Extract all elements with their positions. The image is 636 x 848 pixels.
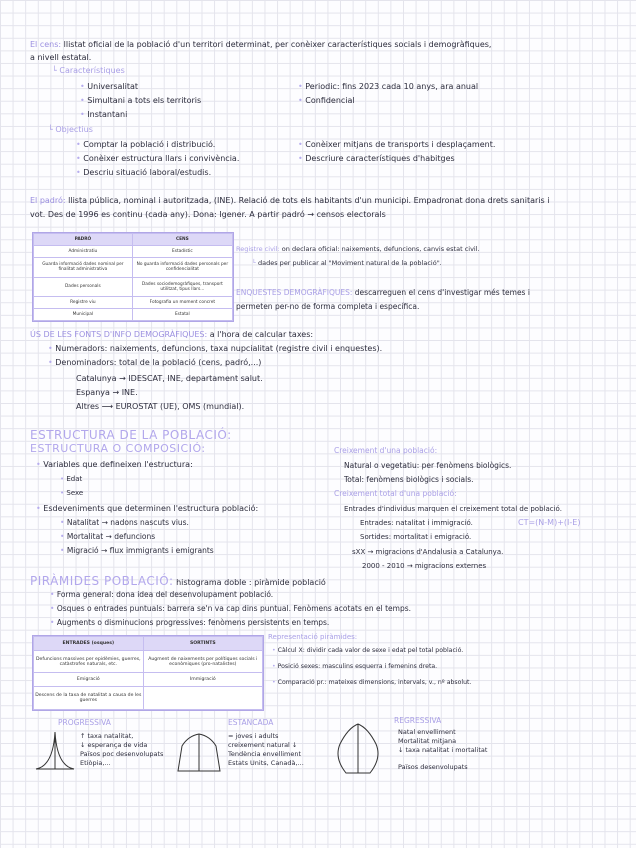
caract-item: • Universalitat (80, 82, 139, 91)
caract-item: • Periodic: fins 2023 cada 10 anys, ara anual (298, 82, 479, 91)
piramide-forma: • Forma general: dona idea del desenvolupament població. (50, 590, 274, 599)
enquestes-line2: permeten per-no de forma completa i específica. (236, 302, 420, 311)
table-row: Defuncions massives per epidèmies, guerres, catàstrofes naturals, etc. Augment de naixements per polítiques socials i econòmiques (pro-natalistes) (34, 650, 263, 673)
fonts-heading: ÚS DE LES FONTS D'INFO DEMOGRÀFIQUES: a l'hora de calcular taxes: (30, 330, 314, 339)
objective-item: • Descriu situació laboral/estudis. (76, 168, 212, 177)
objective-item: • Descriure característiques d'habitges (298, 154, 455, 163)
source-altres: Altres ⟶ EUROSTAT (UE), OMS (mundial). (76, 402, 245, 411)
enquestes-line1: ENQUESTES DEMOGRÀFIQUES: descarreguen el cens d'investigar més temes i (236, 288, 530, 297)
objectives-heading: └ Objectius (48, 125, 93, 134)
representacio-heading: Representació piràmides: (268, 633, 358, 641)
objective-item: • Comptar la població i distribució. (76, 140, 216, 149)
table-row: Registre viu Fotografia un moment concret (34, 297, 233, 309)
source-catalunya: Catalunya → IDESCAT, INE, departament salut. (76, 374, 263, 383)
regressiva-notes: Natal envelliment Mortalitat mitjana ↓ taxa natalitat i mortalitat Països desenvolupats (398, 728, 488, 771)
estancada-label: ESTANCADA (228, 718, 274, 727)
progressiva-label: PROGRESSIVA (58, 718, 111, 727)
migracions-2000: 2000 - 2010 → migracions externes (362, 562, 487, 570)
registre-civil-line2: └ dades per publicar al "Moviment natural de la població". (252, 259, 442, 267)
representacio-item: • Càlcul X: dividir cada valor de sexe i edat pel total població. (272, 647, 464, 654)
cens-definition-line2: a nivell estatal. (30, 53, 92, 62)
event-item: • Mortalitat → defuncions (60, 532, 156, 541)
entrades-sortints-table (32, 635, 264, 711)
progressiva-notes: ↑ taxa natalitat, ↓ esperança de vida Països poc desenvolupats Etiòpia,... (80, 732, 164, 767)
numeradors-item: • Numeradors: naixements, defuncions, taxa nupcialitat (registre civil i enquestes). (48, 344, 383, 353)
entrades-line: Entrades d'individus marquen el creixement total de població. (344, 505, 562, 513)
table-header: SORTINTS (143, 637, 262, 651)
progressive-pyramid-icon (34, 730, 76, 770)
table-row: Guarda informació dades nominal per finalitat administrativa No guarda informació dades personals per confidencialitat (34, 258, 233, 278)
piramide-osques: • Osques o entrades puntuals: barrera se'n va cap dins puntual. Fenòmens acotats en el temps. (50, 604, 412, 613)
table-row: Administratiu Estadístic (34, 246, 233, 258)
variable-sexe: • Sexe (60, 489, 84, 497)
padro-definition-line1: El padró: llista pública, nominal i autoritzada, (INE). Relació de tots els habitants d'un municipi. Empadronat dona drets sanitaris i (30, 196, 550, 205)
denominadors-item: • Denominadors: total de la població (cens, padró,...) (48, 358, 262, 367)
growth-formula: CT=(N-M)+(I-E) (518, 518, 581, 527)
padro-definition-line2: vot. Des de 1996 es continu (cada any). Dona: Igener. A partir padró → censos electorals (30, 210, 386, 219)
source-espanya: Espanya → INE. (76, 388, 138, 397)
caract-item: • Simultani a tots els territoris (80, 96, 202, 105)
padro-cens-table (32, 232, 234, 322)
representacio-item: • Comparació pr.: mateixes dimensions, intervals, v., nº absolut. (272, 679, 472, 686)
piramide-augments: • Augments o disminucions progressives: fenòmens persistents en temps. (50, 618, 330, 627)
table-row: Emigració Immigració (34, 673, 263, 687)
table-row: Municipal Estatal (34, 309, 233, 321)
padro-term: El padró: (30, 196, 66, 205)
objective-item: • Conèixer estructura llars i convivència. (76, 154, 240, 163)
characteristics-heading: └ Característiques (52, 66, 125, 75)
event-item: • Migració → flux immigrants i emigrants (60, 546, 214, 555)
caract-item: • Instantani (80, 110, 128, 119)
variable-edat: • Edat (60, 475, 83, 483)
regressive-pyramid-icon (332, 722, 384, 774)
cens-definition-line1: El cens: llistat oficial de la població d'un territori determinat, per conèixer característiques socials i demogràfiques, (30, 40, 492, 49)
creixement-heading: Creixement d'una població: (334, 446, 438, 455)
table-header: CENS (132, 234, 232, 246)
event-item: • Natalitat → nadons nascuts vius. (60, 518, 189, 527)
registre-civil-line1: Registre civil: on declara oficial: naixements, defuncions, canvis estat civil. (236, 245, 480, 253)
table-row: Dades personals Dades sociodemogràfiques, transport utilitzat, tipus llars... (34, 277, 233, 297)
creixement-natural: Natural o vegetatiu: per fenòmens biològics. (344, 461, 512, 470)
representacio-item: • Posició sexes: masculins esquerra i femenins dreta. (272, 663, 438, 670)
creixement-total: Total: fenòmens biològics i socials. (344, 475, 474, 484)
table-row: Descens de la taxa de natalitat a causa de les guerres (34, 687, 263, 710)
regressiva-label: REGRESSIVA (394, 716, 442, 725)
caract-item: • Confidencial (298, 96, 355, 105)
variables-item: • Variables que defineixen l'estructura: (36, 460, 193, 469)
estructura-title: ESTRUCTURA DE LA POBLACIÓ: (30, 428, 232, 442)
table-header: PADRÓ (34, 234, 133, 246)
cens-term: El cens: (30, 40, 62, 49)
esdeveniments-item: • Esdeveniments que determinen l'estructura població: (36, 504, 259, 513)
migracions-sxx: sXX → migracions d'Andalusia a Catalunya. (352, 548, 504, 556)
sortides: Sortides: mortalitat i emigració. (360, 533, 472, 541)
objective-item: • Conèixer mitjans de transports i desplaçament. (298, 140, 496, 149)
table-header: ENTRADES (osques) (34, 637, 144, 651)
estancada-notes: = joves i adults creixement natural ↓ Tendència envelliment Estats Units, Canadà,... (228, 732, 304, 767)
creixement-total-heading: Creixement total d'una població: (334, 489, 457, 498)
entrades: Entrades: natalitat i immigració. (360, 519, 473, 527)
estructura-subtitle: ESTRUCTURA O COMPOSICIÓ: (30, 442, 206, 455)
stationary-pyramid-icon (176, 730, 222, 772)
piramides-heading: PIRÀMIDES POBLACIÓ: histograma doble : piràmide població (30, 574, 326, 588)
